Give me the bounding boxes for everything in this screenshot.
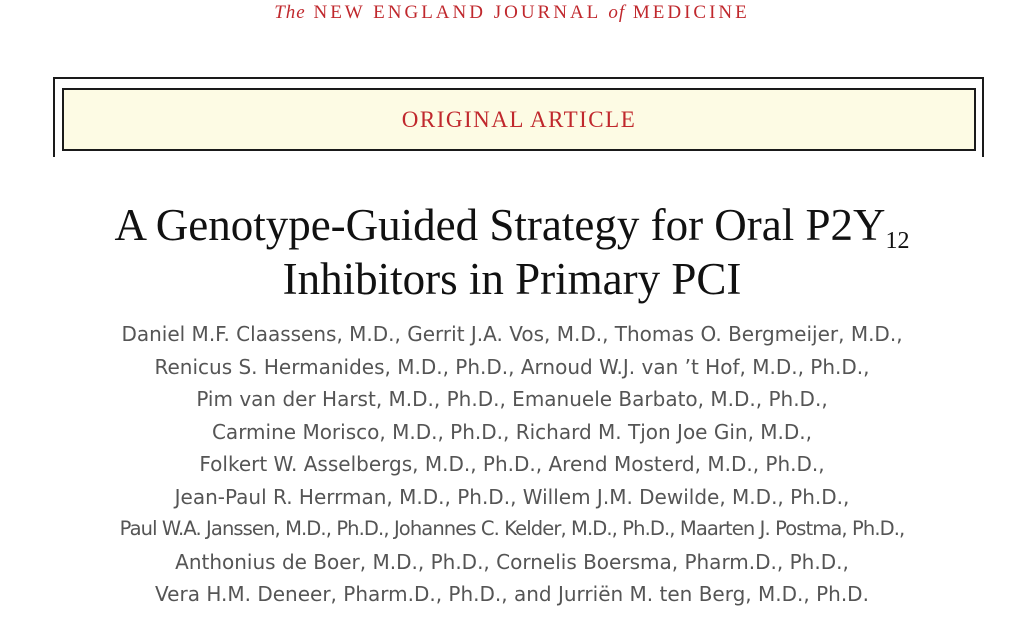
journal-name-part1: NEW ENGLAND JOURNAL: [313, 2, 601, 23]
title-line-1-text: A Genotype-Guided Strategy for Oral P2Y: [114, 200, 886, 250]
author-line-5: Folkert W. Asselbergs, M.D., Ph.D., Arend Mosterd, M.D., Ph.D.,: [199, 452, 825, 476]
article-title: [0, 198, 1024, 306]
author-line-9: Vera H.M. Deneer, Pharm.D., Ph.D., and Jurriën M. ten Berg, M.D., Ph.D.: [155, 582, 869, 606]
author-line-3: Pim van der Harst, M.D., Ph.D., Emanuele Barbato, M.D., Ph.D.,: [196, 387, 828, 411]
article-type-banner: [62, 88, 976, 151]
journal-name-part2: MEDICINE: [632, 2, 750, 23]
author-line-4: Carmine Morisco, M.D., Ph.D., Richard M. Tjon Joe Gin, M.D.,: [211, 419, 813, 444]
title-subscript: 12: [885, 228, 910, 254]
journal-of: of: [608, 2, 626, 23]
journal-prefix: The: [274, 2, 306, 23]
article-type-label: ORIGINAL ARTICLE: [401, 106, 637, 132]
author-line-8: Anthonius de Boer, M.D., Ph.D., Cornelis Boersma, Pharm.D., Ph.D.,: [175, 549, 849, 574]
title-line-1: [0, 198, 1024, 252]
author-line-2: Renicus S. Hermanides, M.D., Ph.D., Arnoud W.J. van ’t Hof, M.D., Ph.D.,: [154, 354, 870, 379]
title-line-2: Inhibitors in Primary PCI: [282, 254, 742, 304]
author-line-6: Jean-Paul R. Herrman, M.D., Ph.D., Willem J.M. Dewilde, M.D., Ph.D.,: [174, 484, 850, 509]
author-list: [0, 318, 1024, 611]
author-line-7: Paul W.A. Janssen, M.D., Ph.D., Johannes C. Kelder, M.D., Ph.D., Maarten J. Postma, Ph.D.,: [119, 517, 905, 540]
author-line-1: Daniel M.F. Claassens, M.D., Gerrit J.A. Vos, M.D., Thomas O. Bergmeijer, M.D.,: [121, 322, 903, 346]
journal-masthead: [0, 2, 1024, 24]
